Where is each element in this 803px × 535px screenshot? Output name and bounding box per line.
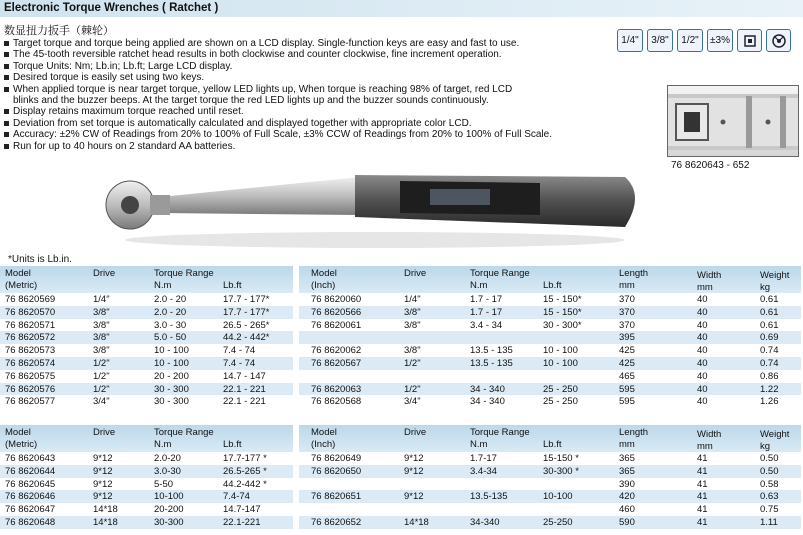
nm-cell: 1.7 - 17 xyxy=(470,306,503,318)
page-title: Electronic Torque Wrenches ( Ratchet ) xyxy=(4,2,219,14)
width-cell: 40 xyxy=(697,358,708,369)
model-cell: 76 8620575 xyxy=(5,370,56,382)
table-row xyxy=(0,331,293,344)
table-row xyxy=(299,465,801,478)
table-row xyxy=(0,293,293,306)
torque-wrench-image xyxy=(100,155,650,255)
lbft-cell: 44.2 - 442* xyxy=(223,332,270,344)
length-cell: 365 xyxy=(619,453,635,464)
nm-cell: 3.0-30 xyxy=(154,465,181,477)
model-cell: 76 8620566 xyxy=(311,306,362,318)
length-cell: 460 xyxy=(619,504,635,516)
weight-cell: 0.50 xyxy=(760,465,779,477)
table-row xyxy=(299,293,801,306)
length-cell: 465 xyxy=(619,370,635,382)
photo-model-code: 76 8620643 - 652 xyxy=(671,160,750,171)
lbft-cell: 7.4 - 74 xyxy=(223,345,256,357)
nm-cell: 2.0-20 xyxy=(154,453,181,464)
model-header-sub: (Inch) xyxy=(311,439,336,450)
feature-bullet: Display retains maximum torque reached until reset. xyxy=(4,106,604,117)
drive-header: Drive xyxy=(93,268,116,279)
nm-cell: 3.4-34 xyxy=(470,465,497,477)
torque-range-header: Torque Range xyxy=(470,268,530,279)
model-cell: 76 8620060 xyxy=(311,294,362,305)
drive-cell: 1/2" xyxy=(404,358,421,369)
nm-header: N.m xyxy=(154,280,172,291)
lbft-cell: 17.7-177 * xyxy=(223,453,267,464)
model-cell: 76 8620646 xyxy=(5,491,56,503)
table-row xyxy=(0,465,293,478)
nm-cell: 10-100 xyxy=(154,491,184,503)
table-row xyxy=(0,370,293,383)
lbft-header: Lb.ft xyxy=(543,439,562,450)
width-cell: 41 xyxy=(697,478,708,490)
width-unit: mm xyxy=(697,441,713,452)
model-cell: 76 8620567 xyxy=(311,358,362,369)
weight-cell: 1.11 xyxy=(760,517,778,528)
weight-unit: kg xyxy=(760,282,771,293)
length-cell: 395 xyxy=(619,332,635,344)
nm-cell: 30 - 300 xyxy=(154,383,189,395)
length-cell: 425 xyxy=(619,358,635,369)
table-row xyxy=(299,319,801,332)
feature-bullet: Target torque and torque being applied are shown on a LCD display. Single-function keys are easy and fast to use. xyxy=(4,38,604,49)
length-cell: 370 xyxy=(619,306,635,318)
feature-bullet: Deviation from set torque is automatically calculated and displayed together with appropriate color LCD. xyxy=(4,118,604,129)
torque-range-header: Torque Range xyxy=(154,427,214,438)
length-cell: 420 xyxy=(619,491,635,503)
table-row xyxy=(0,516,293,529)
weight-header: Weight xyxy=(760,429,790,440)
badge-quarter-inch: 1/4" xyxy=(617,29,643,52)
drive-cell: 14*18 xyxy=(404,517,429,528)
table-row xyxy=(0,452,293,465)
table-header xyxy=(299,425,801,452)
model-cell: 76 8620061 xyxy=(311,319,362,331)
weight-cell: 0.74 xyxy=(760,358,779,369)
nm-header: N.m xyxy=(470,280,488,291)
width-header: Width xyxy=(697,270,722,281)
drive-cell: 9*12 xyxy=(93,491,113,503)
lbft-cell: 10 - 100 xyxy=(543,358,578,369)
table-header xyxy=(0,266,293,293)
lbft-cell: 25 - 250 xyxy=(543,396,578,408)
lbft-cell: 15 - 150* xyxy=(543,294,582,305)
ratchet-head-photo xyxy=(667,85,799,157)
model-header: Model xyxy=(311,427,337,438)
length-cell: 590 xyxy=(619,517,635,528)
drive-cell: 1/4" xyxy=(93,294,110,305)
drive-header: Drive xyxy=(404,268,427,279)
drive-cell: 9*12 xyxy=(93,453,113,464)
width-unit: mm xyxy=(697,282,713,293)
drive-cell: 14*18 xyxy=(93,504,118,516)
model-cell: 76 8620577 xyxy=(5,396,56,408)
drive-cell: 1/4" xyxy=(404,294,421,305)
width-cell: 40 xyxy=(697,345,708,357)
table-row xyxy=(299,490,801,503)
drive-cell: 9*12 xyxy=(93,478,113,490)
lbft-cell: 25 - 250 xyxy=(543,383,578,395)
drive-cell: 1/2" xyxy=(93,383,110,395)
badge-accuracy: ±3% xyxy=(707,29,733,52)
weight-cell: 0.61 xyxy=(760,306,779,318)
nm-cell: 5-50 xyxy=(154,478,174,490)
table-row xyxy=(299,452,801,465)
nm-header: N.m xyxy=(470,439,488,450)
drive-cell: 9*12 xyxy=(404,453,424,464)
lbft-cell: 10-100 xyxy=(543,491,573,503)
length-cell: 425 xyxy=(619,345,635,357)
inch-table-2 xyxy=(299,425,801,531)
lbft-cell: 7.4-74 xyxy=(223,491,250,503)
table-row xyxy=(0,344,293,357)
nm-cell: 34 - 340 xyxy=(470,396,505,408)
model-cell: 76 8620643 xyxy=(5,453,56,464)
table-row xyxy=(299,516,801,529)
feature-bullet: The 45-tooth reversible ratchet head results in both clockwise and counter clockwise, fine increment operation. xyxy=(4,49,604,60)
drive-cell: 3/8" xyxy=(93,332,110,344)
model-cell: 76 8620571 xyxy=(5,319,56,331)
nm-header: N.m xyxy=(154,439,172,450)
weight-cell: 1.22 xyxy=(760,383,779,395)
model-cell: 76 8620652 xyxy=(311,517,362,528)
title-bar xyxy=(0,0,803,17)
model-cell: 76 8620644 xyxy=(5,465,56,477)
lbft-cell: 22.1 - 221 xyxy=(223,383,266,395)
width-cell: 41 xyxy=(697,517,708,528)
drive-cell: 1/2" xyxy=(93,370,110,382)
torque-range-header: Torque Range xyxy=(470,427,530,438)
weight-cell: 0.86 xyxy=(760,370,779,382)
nm-cell: 2.0 - 20 xyxy=(154,306,187,318)
nm-cell: 1.7-17 xyxy=(470,453,497,464)
weight-cell: 0.61 xyxy=(760,294,779,305)
lbft-cell: 15-150 * xyxy=(543,453,579,464)
drive-cell: 3/8" xyxy=(93,306,110,318)
weight-cell: 0.75 xyxy=(760,504,779,516)
width-cell: 40 xyxy=(697,319,708,331)
weight-cell: 0.74 xyxy=(760,345,779,357)
model-header: Model xyxy=(5,268,31,279)
nm-cell: 30-300 xyxy=(154,517,184,528)
table-row xyxy=(299,370,801,383)
lbft-cell: 44.2-442 * xyxy=(223,478,267,490)
lbft-cell: 17.7 - 177* xyxy=(223,294,270,305)
model-header: Model xyxy=(311,268,337,279)
feature-bullet: Run for up to 40 hours on 2 standard AA batteries. xyxy=(4,141,604,152)
nm-cell: 13.5 - 135 xyxy=(470,345,513,357)
weight-cell: 1.26 xyxy=(760,396,779,408)
feature-bullet-continuation: blinks and the buzzer beeps. At the target torque the red LED lights up and the buzzer sounds continuously. xyxy=(13,95,489,107)
lbft-cell: 22.1-221 xyxy=(223,517,261,528)
lbft-cell: 25-250 xyxy=(543,517,573,528)
width-header: Width xyxy=(697,429,722,440)
lbft-cell: 30-300 * xyxy=(543,465,579,477)
metric-table-1 xyxy=(0,266,293,409)
model-cell: 76 8620574 xyxy=(5,358,56,369)
lbft-cell: 22.1 - 221 xyxy=(223,396,266,408)
width-cell: 41 xyxy=(697,504,708,516)
lbft-cell: 15 - 150* xyxy=(543,306,582,318)
nm-cell: 1.7 - 17 xyxy=(470,294,503,305)
spec-badges xyxy=(617,29,791,52)
lbft-cell: 7.4 - 74 xyxy=(223,358,256,369)
length-cell: 595 xyxy=(619,383,635,395)
feature-bullet: Desired torque is easily set using two keys. xyxy=(4,72,604,83)
lbft-cell: 17.7 - 177* xyxy=(223,306,270,318)
weight-cell: 0.58 xyxy=(760,478,779,490)
drive-cell: 9*12 xyxy=(93,465,113,477)
lbft-cell: 10 - 100 xyxy=(543,345,578,357)
width-cell: 41 xyxy=(697,465,708,477)
nm-cell: 30 - 300 xyxy=(154,396,189,408)
metric-table-2 xyxy=(0,425,293,531)
feature-bullet: Torque Units: Nm; Lb.in; Lb.ft; Large LCD display. xyxy=(4,61,604,72)
nm-cell: 2.0 - 20 xyxy=(154,294,187,305)
drive-cell: 3/8" xyxy=(93,319,110,331)
width-cell: 41 xyxy=(697,491,708,503)
table-row xyxy=(0,395,293,408)
lbft-cell: 14.7 - 147 xyxy=(223,370,266,382)
model-cell: 76 8620649 xyxy=(311,453,362,464)
length-unit: mm xyxy=(619,280,635,291)
model-cell: 76 8620572 xyxy=(5,332,56,344)
model-cell: 76 8620651 xyxy=(311,491,362,503)
table-row xyxy=(299,306,801,319)
model-header-sub: (Inch) xyxy=(311,280,336,291)
table-row xyxy=(0,383,293,396)
nm-cell: 13.5-135 xyxy=(470,491,508,503)
model-cell: 76 8620062 xyxy=(311,345,362,357)
drive-cell: 1/2" xyxy=(93,358,110,369)
nm-cell: 34 - 340 xyxy=(470,383,505,395)
table-row xyxy=(0,306,293,319)
table-header xyxy=(299,266,801,293)
drive-cell: 9*12 xyxy=(404,491,424,503)
drive-cell: 1/2" xyxy=(404,383,421,395)
table-row xyxy=(299,478,801,491)
nm-cell: 3.4 - 34 xyxy=(470,319,503,331)
model-cell: 76 8620650 xyxy=(311,465,362,477)
model-cell: 76 8620570 xyxy=(5,306,56,318)
table-row xyxy=(299,383,801,396)
table-row xyxy=(0,503,293,516)
table-row xyxy=(299,395,801,408)
length-header: Length xyxy=(619,268,649,279)
nm-cell: 34-340 xyxy=(470,517,500,528)
weight-cell: 0.50 xyxy=(760,453,779,464)
torque-range-header: Torque Range xyxy=(154,268,214,279)
nm-cell: 5.0 - 50 xyxy=(154,332,187,344)
model-cell: 76 8620576 xyxy=(5,383,56,395)
length-cell: 370 xyxy=(619,319,635,331)
square-drive-icon xyxy=(737,29,762,52)
lbft-cell: 26.5-265 * xyxy=(223,465,267,477)
weight-cell: 0.63 xyxy=(760,491,779,503)
lbft-header: Lb.ft xyxy=(223,280,242,291)
model-header-sub: (Metric) xyxy=(5,280,38,291)
nm-cell: 20 - 200 xyxy=(154,370,189,382)
nm-cell: 3.0 - 30 xyxy=(154,319,187,331)
length-header: Length xyxy=(619,427,649,438)
weight-cell: 0.61 xyxy=(760,319,779,331)
length-cell: 390 xyxy=(619,478,635,490)
weight-cell: 0.69 xyxy=(760,332,779,344)
nm-cell: 10 - 100 xyxy=(154,358,189,369)
table-row xyxy=(0,490,293,503)
drive-cell: 14*18 xyxy=(93,517,118,528)
drive-cell: 3/8" xyxy=(404,306,421,318)
length-cell: 370 xyxy=(619,294,635,305)
nm-cell: 13.5 - 135 xyxy=(470,358,513,369)
model-header: Model xyxy=(5,427,31,438)
width-cell: 41 xyxy=(697,453,708,464)
feature-bullet: When applied torque is near target torque, yellow LED lights up, When torque is reaching 98% of target, red LCD xyxy=(4,84,604,95)
weight-unit: kg xyxy=(760,441,771,452)
drive-header: Drive xyxy=(93,427,116,438)
inch-table-1 xyxy=(299,266,801,409)
length-cell: 365 xyxy=(619,465,635,477)
table-row xyxy=(0,478,293,491)
table-row xyxy=(299,503,801,516)
table-row xyxy=(299,344,801,357)
drive-cell: 3/8" xyxy=(404,345,421,357)
model-header-sub: (Metric) xyxy=(5,439,38,450)
table-header xyxy=(0,425,293,452)
lbft-header: Lb.ft xyxy=(543,280,562,291)
drive-cell: 3/8" xyxy=(93,345,110,357)
width-cell: 40 xyxy=(697,396,708,408)
width-cell: 40 xyxy=(697,332,708,344)
model-cell: 76 8620645 xyxy=(5,478,56,490)
units-note: *Units is Lb.in. xyxy=(8,254,72,265)
badge-three-eighths-inch: 3/8" xyxy=(647,29,673,52)
width-cell: 40 xyxy=(697,370,708,382)
ratchet-icon xyxy=(766,29,791,52)
nm-cell: 20-200 xyxy=(154,504,184,516)
drive-cell: 9*12 xyxy=(404,465,424,477)
length-unit: mm xyxy=(619,439,635,450)
table-row xyxy=(299,331,801,344)
table-row xyxy=(0,319,293,332)
lbft-cell: 26.5 - 265* xyxy=(223,319,270,331)
width-cell: 40 xyxy=(697,306,708,318)
badge-half-inch: 1/2" xyxy=(677,29,703,52)
drive-header: Drive xyxy=(404,427,427,438)
lbft-cell: 30 - 300* xyxy=(543,319,582,331)
drive-cell: 3/8" xyxy=(404,319,421,331)
model-cell: 76 8620569 xyxy=(5,294,56,305)
model-cell: 76 8620648 xyxy=(5,517,56,528)
lbft-header: Lb.ft xyxy=(223,439,242,450)
length-cell: 595 xyxy=(619,396,635,408)
model-cell: 76 8620573 xyxy=(5,345,56,357)
table-row xyxy=(0,357,293,370)
model-cell: 76 8620647 xyxy=(5,504,56,516)
weight-header: Weight xyxy=(760,270,790,281)
feature-list xyxy=(4,38,604,152)
width-cell: 40 xyxy=(697,294,708,305)
nm-cell: 10 - 100 xyxy=(154,345,189,357)
chinese-subtitle: 数显扭力扳手（棘轮） xyxy=(4,25,114,37)
drive-cell: 3/4" xyxy=(93,396,110,408)
feature-bullet: Accuracy: ±2% CW of Readings from 20% to 100% of Full Scale, ±3% CCW of Readings from 20% to 100% of Full Scale. xyxy=(4,129,604,140)
model-cell: 76 8620063 xyxy=(311,383,362,395)
width-cell: 40 xyxy=(697,383,708,395)
table-row xyxy=(299,357,801,370)
lbft-cell: 14.7-147 xyxy=(223,504,261,516)
model-cell: 76 8620568 xyxy=(311,396,362,408)
drive-cell: 3/4" xyxy=(404,396,421,408)
